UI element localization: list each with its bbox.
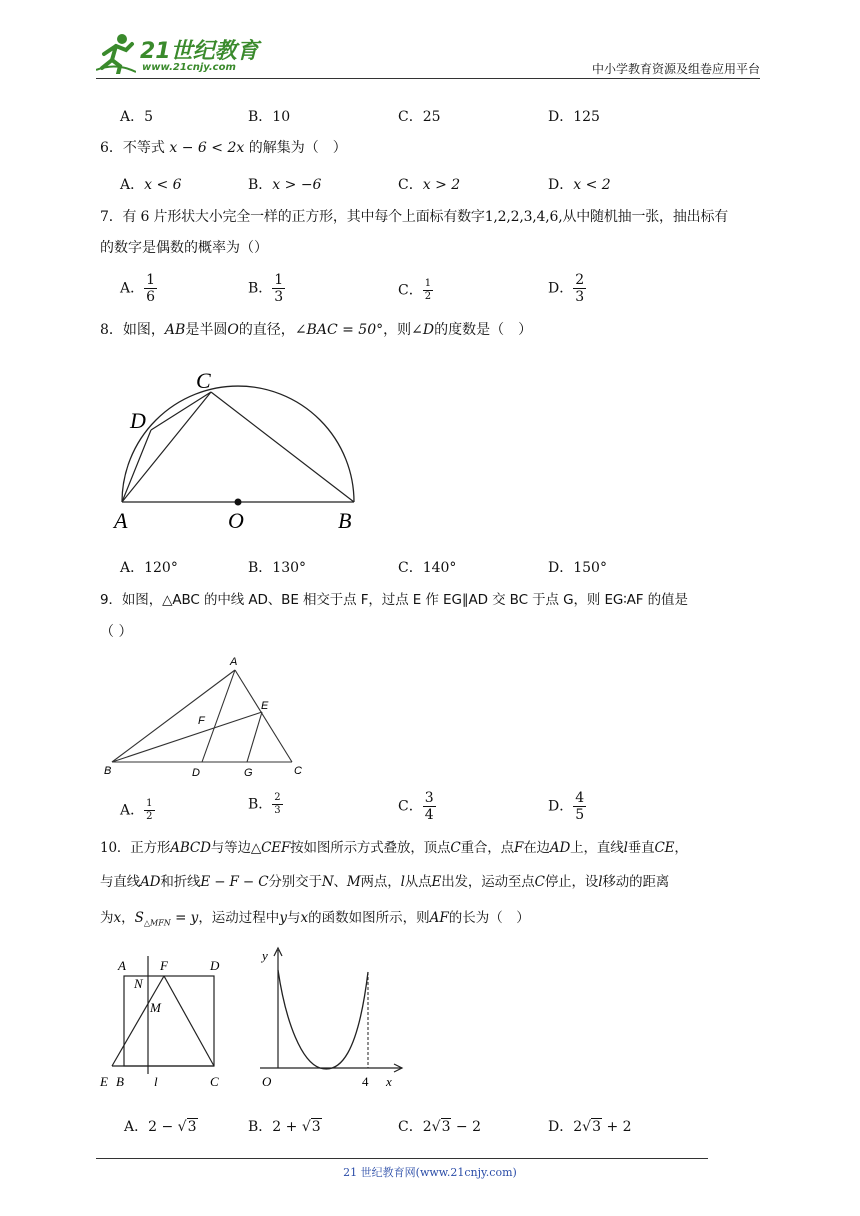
q6-inequality: x − 6 < 2x bbox=[169, 140, 245, 156]
q10-text: ，运动过程中 bbox=[198, 910, 280, 926]
q7-option-b[interactable] bbox=[248, 272, 285, 305]
fraction-numerator: 4 bbox=[575, 790, 585, 806]
q6-stem-tail: 的解集为（ ） bbox=[248, 140, 347, 156]
fraction-numerator: 3 bbox=[424, 790, 434, 806]
q10-option-b[interactable]: B．2 + √3 bbox=[248, 1119, 321, 1135]
option-letter: B． bbox=[248, 1119, 273, 1135]
option-letter: A． bbox=[120, 280, 145, 297]
q10-text: 两点， bbox=[360, 874, 401, 890]
q10-text: 10．正方形 bbox=[100, 840, 171, 856]
option-letter: D． bbox=[548, 1119, 574, 1135]
q9-label-d: D bbox=[192, 767, 200, 779]
option-letter: B． bbox=[248, 796, 273, 813]
option-letter: D． bbox=[548, 280, 574, 297]
q8-stem-text: 是半圆 bbox=[185, 322, 228, 338]
q10-fig-label-a: A bbox=[118, 958, 126, 973]
q10-fig-label-l: l bbox=[154, 1074, 158, 1089]
q10-text: 和折线 bbox=[160, 874, 201, 890]
q10-ad: AD bbox=[140, 874, 161, 890]
option-letter: B． bbox=[248, 280, 273, 297]
option-fraction bbox=[272, 792, 282, 817]
logo-url: www.21cnjy.com bbox=[142, 62, 236, 73]
option-math: x > −6 bbox=[272, 177, 322, 193]
q5-option-b[interactable]: B．10 bbox=[248, 109, 291, 125]
q10-eq: = y bbox=[170, 910, 199, 926]
q10-s-subscript: △MFN bbox=[143, 918, 171, 928]
q6-option-b[interactable] bbox=[248, 174, 321, 194]
option-letter: A． bbox=[124, 1119, 149, 1135]
option-fraction bbox=[272, 272, 285, 305]
q8-stem-text: 的直径， bbox=[238, 322, 295, 338]
q6-stem-text: 6．不等式 bbox=[100, 140, 165, 156]
footer-divider bbox=[96, 1158, 708, 1159]
q8-option-b[interactable]: B．130° bbox=[248, 560, 307, 576]
q9-label-c: C bbox=[294, 765, 302, 777]
fraction-numerator: 2 bbox=[274, 792, 281, 803]
q10-e: E bbox=[431, 874, 442, 890]
q9-option-b[interactable] bbox=[248, 792, 283, 817]
q10-l: l bbox=[598, 874, 603, 890]
q8-option-d[interactable]: D．150° bbox=[548, 560, 607, 576]
q10-text: ， bbox=[674, 840, 688, 856]
q7-stem-line2: 的数字是偶数的概率为（） bbox=[100, 240, 268, 256]
q9-label-a: A bbox=[230, 656, 238, 668]
q10-c: C bbox=[450, 840, 461, 856]
q8-o: O bbox=[227, 322, 239, 338]
q5-option-a[interactable]: A．5 bbox=[120, 109, 154, 125]
option-math: 2 + bbox=[272, 1119, 302, 1135]
option-radicand: 3 bbox=[311, 1119, 321, 1135]
option-radicand: 3 bbox=[592, 1119, 601, 1135]
q10-fig-label-b: B bbox=[116, 1074, 124, 1089]
q8-ab: AB bbox=[164, 322, 186, 338]
q10-text: 与等边△ bbox=[210, 840, 262, 856]
option-math: + 2 bbox=[602, 1119, 632, 1135]
q8-semicircle-figure bbox=[100, 360, 380, 540]
option-fraction bbox=[573, 272, 586, 305]
fraction-denominator: 5 bbox=[575, 807, 585, 823]
option-math: 2 bbox=[573, 1119, 583, 1135]
q10-function-graph bbox=[254, 944, 414, 1090]
header-divider bbox=[96, 78, 760, 79]
runner-logo-icon bbox=[96, 32, 136, 74]
q10-option-d[interactable]: D．2√3 + 2 bbox=[548, 1119, 632, 1135]
option-radicand: 3 bbox=[187, 1119, 197, 1135]
option-math: x < 2 bbox=[573, 177, 611, 193]
q10-fig-label-f: F bbox=[160, 958, 168, 973]
fraction-denominator: 3 bbox=[274, 805, 281, 816]
q9-stem-line2: （ ） bbox=[100, 624, 133, 640]
q10-text: 停止，设 bbox=[544, 874, 599, 890]
q10-fig-label-e: E bbox=[100, 1074, 108, 1089]
fraction-numerator: 1 bbox=[146, 798, 153, 809]
q10-n: N bbox=[321, 874, 334, 890]
fraction-denominator: 2 bbox=[424, 291, 432, 302]
option-fraction bbox=[144, 798, 154, 823]
q5-option-d[interactable]: D．125 bbox=[548, 109, 600, 125]
fraction-numerator: 2 bbox=[575, 272, 585, 288]
fraction-denominator: 3 bbox=[274, 289, 284, 305]
fraction-denominator: 6 bbox=[146, 289, 156, 305]
fraction-numerator: 1 bbox=[424, 278, 432, 289]
q10-fig-label-d: D bbox=[210, 958, 220, 973]
q8-label-o: O bbox=[228, 508, 244, 533]
q6-option-d[interactable] bbox=[548, 174, 611, 194]
option-math: x > 2 bbox=[422, 177, 461, 193]
q8-option-c[interactable]: C．140° bbox=[398, 560, 457, 576]
q10-x: x bbox=[113, 910, 122, 926]
option-letter: B． bbox=[248, 177, 273, 193]
option-fraction bbox=[423, 278, 433, 303]
option-math: 2 − bbox=[148, 1119, 178, 1135]
q10-text: 移动的距离 bbox=[602, 874, 670, 890]
option-letter: A． bbox=[120, 177, 145, 193]
header-platform-text: 中小学教育资源及组卷应用平台 bbox=[591, 62, 760, 76]
option-fraction bbox=[573, 790, 586, 823]
q10-text: 与 bbox=[286, 910, 301, 926]
fraction-numerator: 1 bbox=[274, 272, 284, 288]
fraction-denominator: 3 bbox=[575, 289, 585, 305]
q9-option-d[interactable] bbox=[548, 790, 586, 823]
q7-option-d[interactable] bbox=[548, 272, 586, 305]
q10-fig-label-c: C bbox=[210, 1074, 219, 1089]
q10-square-triangle-figure bbox=[98, 952, 238, 1092]
option-letter: D． bbox=[548, 177, 574, 193]
option-letter: C． bbox=[398, 177, 423, 193]
option-radicand: 3 bbox=[441, 1119, 451, 1135]
footer-link[interactable]: 21 世纪教育网(www.21cnjy.com) bbox=[343, 1166, 517, 1179]
q10-ad: AD bbox=[549, 840, 571, 856]
q10-text: ， bbox=[121, 910, 135, 926]
q10-text: 重合，点 bbox=[460, 840, 514, 856]
q10-stem-line3 bbox=[100, 908, 530, 934]
q10-text: 垂直 bbox=[627, 840, 655, 856]
q5-option-c[interactable]: C．25 bbox=[398, 109, 441, 125]
q10-cef: CEF bbox=[261, 840, 291, 856]
option-letter: D． bbox=[548, 798, 574, 815]
q10-m: M bbox=[346, 874, 361, 890]
option-letter: A． bbox=[120, 802, 145, 819]
q10-x: x bbox=[300, 910, 309, 926]
q8-stem-text: ，则∠ bbox=[383, 322, 423, 338]
q10-text: 从点 bbox=[404, 874, 432, 890]
option-letter: C． bbox=[398, 1119, 423, 1135]
q9-label-b: B bbox=[104, 765, 112, 777]
q7-stem-line1: 7．有 6 片形状大小完全一样的正方形，其中每个上面标有数字1,2,2,3,4,6,从中随机抽一张，抽出标有 bbox=[100, 209, 729, 225]
q7-option-c[interactable] bbox=[398, 278, 433, 303]
q9-stem-line1: 9．如图，△ABC 的中线 AD、BE 相交于点 F，过点 E 作 EG∥AD 交 BC 于点 G，则 EG∶AF 的值是 bbox=[100, 592, 688, 608]
q10-graph-label-o: O bbox=[262, 1074, 272, 1089]
q10-s: S bbox=[134, 910, 144, 926]
q10-abcd: ABCD bbox=[170, 840, 211, 856]
q10-graph-label-4: 4 bbox=[362, 1074, 369, 1089]
q10-c: C bbox=[534, 874, 545, 890]
q8-stem-text: 8．如图， bbox=[100, 322, 165, 338]
option-math: x < 6 bbox=[144, 177, 182, 193]
q9-option-a[interactable] bbox=[120, 798, 155, 823]
q10-text: 、 bbox=[333, 874, 347, 890]
q10-graph-label-x: x bbox=[386, 1074, 392, 1089]
q10-text: 上，直线 bbox=[570, 840, 624, 856]
q8-stem bbox=[100, 320, 532, 340]
q10-text: 的函数如图所示，则 bbox=[308, 910, 430, 926]
q10-ce: CE bbox=[654, 840, 675, 856]
option-math: 2 bbox=[422, 1119, 432, 1135]
q8-label-c: C bbox=[196, 368, 211, 393]
fraction-denominator: 4 bbox=[424, 807, 434, 823]
q10-fig-label-m: M bbox=[150, 1000, 161, 1015]
q10-stem-line1 bbox=[100, 838, 688, 858]
option-letter: C． bbox=[398, 282, 423, 299]
q9-label-g: G bbox=[244, 767, 253, 779]
q6-option-c[interactable] bbox=[398, 174, 460, 194]
q10-efc: E − F − C bbox=[200, 874, 269, 890]
q8-option-a[interactable]: A．120° bbox=[120, 560, 178, 576]
option-letter: C． bbox=[398, 798, 423, 815]
q10-option-a[interactable]: A．2 − √3 bbox=[124, 1119, 197, 1135]
q10-text: 按如图所示方式叠放，顶点 bbox=[290, 840, 451, 856]
q10-af: AF bbox=[429, 910, 449, 926]
q9-label-e: E bbox=[261, 700, 269, 712]
q10-text: 在边 bbox=[523, 840, 550, 856]
header-logo bbox=[96, 30, 266, 76]
q10-text: 分别交于 bbox=[268, 874, 322, 890]
q9-label-f: F bbox=[198, 715, 205, 727]
q6-option-a[interactable] bbox=[120, 174, 182, 194]
q8-stem-tail: 的度数是（ ） bbox=[434, 322, 533, 338]
q9-option-c[interactable] bbox=[398, 790, 436, 823]
q10-stem-line2 bbox=[100, 872, 669, 892]
q8-label-d: D bbox=[130, 408, 146, 433]
q8-d: D bbox=[422, 322, 435, 338]
q7-option-a[interactable] bbox=[120, 272, 157, 305]
q10-graph-label-y: y bbox=[262, 948, 268, 963]
option-math: − 2 bbox=[451, 1119, 482, 1135]
q10-stem-tail: 的长为（ ） bbox=[448, 910, 530, 926]
fraction-denominator: 2 bbox=[146, 811, 153, 822]
option-fraction bbox=[144, 272, 157, 305]
option-fraction bbox=[423, 790, 436, 823]
q10-option-c[interactable]: C．2√3 − 2 bbox=[398, 1119, 482, 1135]
q8-angle: ∠BAC = 50° bbox=[294, 322, 384, 338]
q10-l: l bbox=[623, 840, 628, 856]
q10-fig-label-n: N bbox=[134, 976, 143, 991]
q10-text: 出发，运动至点 bbox=[441, 874, 535, 890]
logo-text: 21世纪教育 bbox=[140, 39, 259, 64]
q10-y: y bbox=[279, 910, 287, 926]
q6-stem bbox=[100, 138, 347, 158]
q10-f: F bbox=[513, 840, 524, 856]
q10-text: 为 bbox=[100, 910, 114, 926]
q10-text: 与直线 bbox=[100, 874, 141, 890]
q10-l: l bbox=[400, 874, 405, 890]
fraction-numerator: 1 bbox=[146, 272, 156, 288]
q8-label-b: B bbox=[338, 508, 352, 533]
q9-triangle-figure bbox=[100, 650, 320, 784]
q8-label-a: A bbox=[114, 508, 128, 533]
